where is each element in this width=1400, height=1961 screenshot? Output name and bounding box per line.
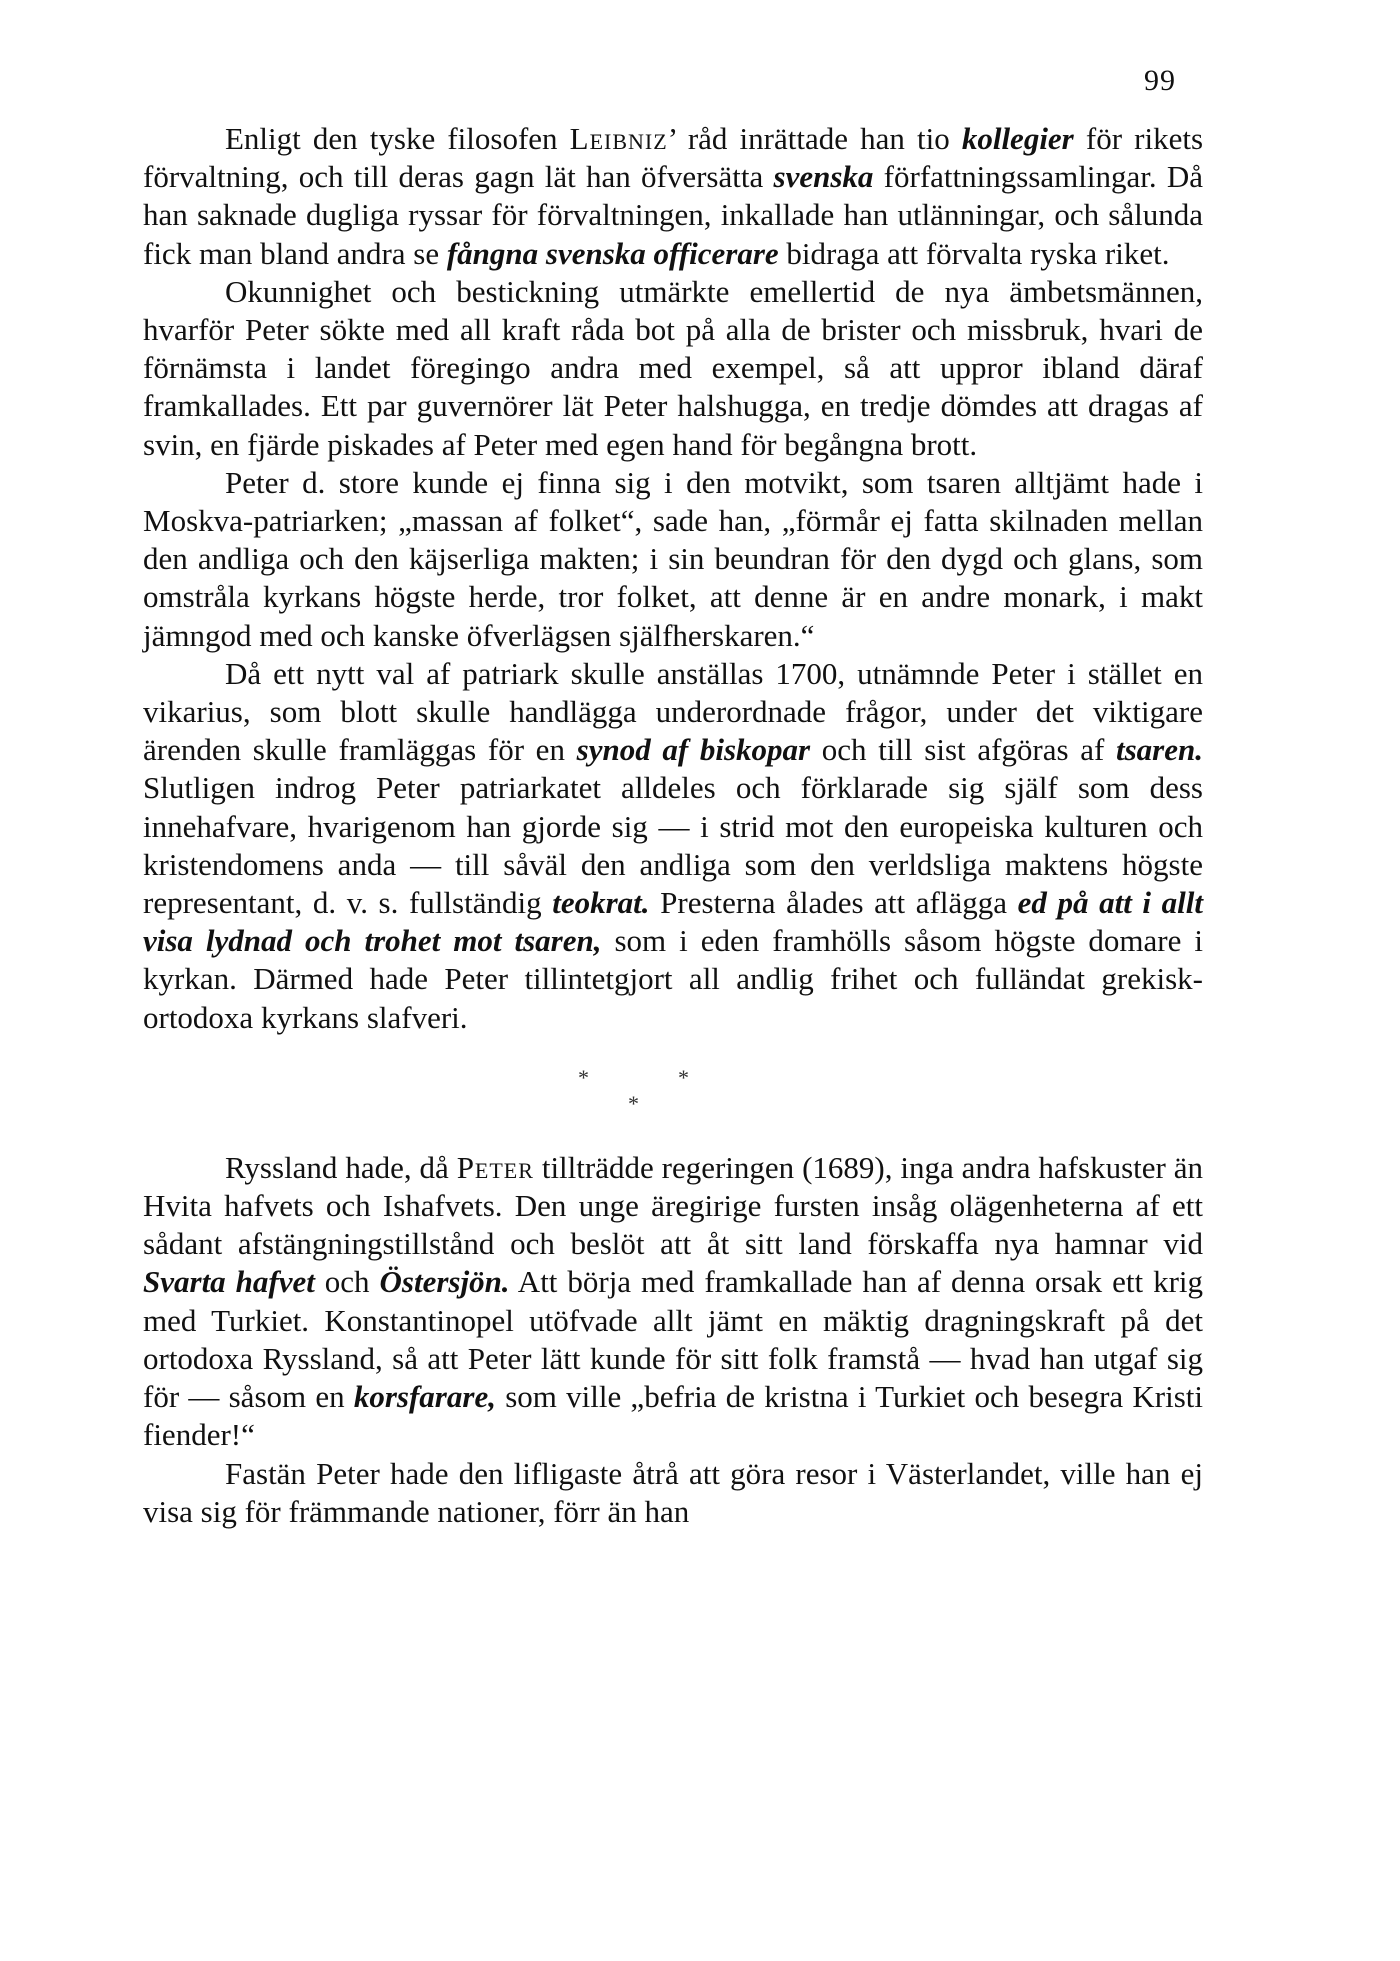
text-run: Slutligen indrog Peter patriarkatet alldeles och förklarade sig själf som dess innehafvare, hvarigenom han gjorde sig — i strid mot den europeiska kulturen och kristendomens anda — till såväl den andliga som den verldsliga maktens högste representant, d. v. s. fullständig (143, 770, 1203, 921)
text-run: och till sist afgöras af (810, 732, 1116, 768)
emphasis-text: svenska (773, 159, 874, 195)
text-run: ’ råd inrättade han tio (667, 121, 962, 156)
text-run: Presterna ålades att aflägga (649, 885, 1018, 921)
text-run: som ville „befria de kristna i Turkiet och besegra Kristi fiender!“ (143, 1379, 1204, 1453)
text-run: Fastän Peter hade den lifligaste åtrå att göra resor i Västerlandet, ville han ej visa sig för främmande nationer, förr än han (143, 1455, 1203, 1529)
paragraph (143, 120, 1203, 273)
text-run: bidraga att förvalta ryska riket. (778, 235, 1170, 271)
emphasis-text: fångna svenska officerare (446, 235, 779, 271)
text-run: Okunnighet och bestickning utmärkte emellertid de nya ämbetsmännen, hvarför Peter sökte med all kraft råda bot på alla de brister och missbruk, hvari de förnämsta i landet föregingo andra med exempel, så att uppror ibland däraf framkallades. Ett par guvernörer lät Peter halshugga, en tredje dömdes att dragas af svin, en fjärde piskades af Peter med egen hand för begångna brott. (143, 273, 1203, 462)
emphasis-text: Östersjön. (379, 1264, 510, 1300)
divider-asterisk: * (578, 1064, 589, 1090)
emphasis-text: teokrat. (552, 885, 650, 921)
paragraph (143, 464, 1203, 655)
text-run: Ryssland hade, då (225, 1149, 457, 1185)
text-run: Peter d. store kunde ej finna sig i den motvikt, som tsaren alltjämt hade i Moskva-patriarken; „massan af folket“, sade han, „förmår ej fatta skilnaden mellan den andliga och den käjserliga makten; i sin beundran för den dygd och glans, som omstråla kyrkans högste herde, tror folket, att denne är en andre monark, i makt jämngod med och kanske öfverlägsen själfherskaren.“ (143, 464, 1203, 653)
text-run: som i eden framhölls såsom högste domare i kyrkan. Därmed hade Peter tillintetgjort all andlig frihet och fulländat grekisk-ortodoxa kyrkans slafveri. (143, 923, 1203, 1035)
emphasis-text: ed på att i allt visa lydnad och trohet mot tsaren, (143, 885, 1203, 959)
small-caps-name: Peter (456, 1149, 534, 1185)
text-run: tillträdde regeringen (1689), inga andra hafskuster än Hvita hafvets och Ishafvets. Den unge äregirige fursten insåg olägenheterna af ett sådant afstängningstillstånd och beslöt att åt sitt land förskaffa nya hamnar vid (143, 1149, 1203, 1262)
text-run: och (314, 1264, 380, 1300)
paragraph (143, 1455, 1203, 1531)
paragraph (143, 1149, 1203, 1455)
body-text (143, 120, 1203, 1531)
emphasis-text: Svarta hafvet (143, 1264, 315, 1300)
text-run: författningssamlingar. Då han saknade dugliga ryssar för förvaltningen, inkallade han utlänningar, och sålunda fick man bland andra se (143, 159, 1204, 271)
text-run: Att börja med framkallade han af denna orsak ett krig med Turkiet. Konstantinopel utöfvade allt jämt en mäktig dragningskraft på det ortodoxa Ryssland, så att Peter lätt kunde för sitt folk framstå — hvad han utgaf sig för — såsom en (143, 1264, 1204, 1415)
emphasis-text: tsaren. (1115, 732, 1203, 768)
small-caps-name: Leibniz (569, 121, 668, 156)
divider-asterisk: * (628, 1090, 639, 1116)
text-run: Enligt den tyske filosofen (225, 121, 570, 156)
emphasis-text: kollegier (961, 121, 1074, 156)
text-run: Då ett nytt val af patriark skulle anställas 1700, utnämnde Peter i stället en vikarius, som blott skulle handlägga underordnade frågor, under det viktigare ärenden skulle framläggas för en (143, 655, 1203, 768)
section-divider (143, 1037, 1203, 1149)
text-run: för rikets förvaltning, och till deras gagn lät han öfversätta (143, 121, 1204, 195)
page-number: 99 (1144, 64, 1176, 97)
emphasis-text: synod af biskopar (576, 732, 811, 768)
emphasis-text: korsfarare, (353, 1379, 496, 1415)
divider-asterisk: * (678, 1064, 689, 1090)
paragraph (143, 273, 1203, 464)
paragraph (143, 655, 1203, 1037)
